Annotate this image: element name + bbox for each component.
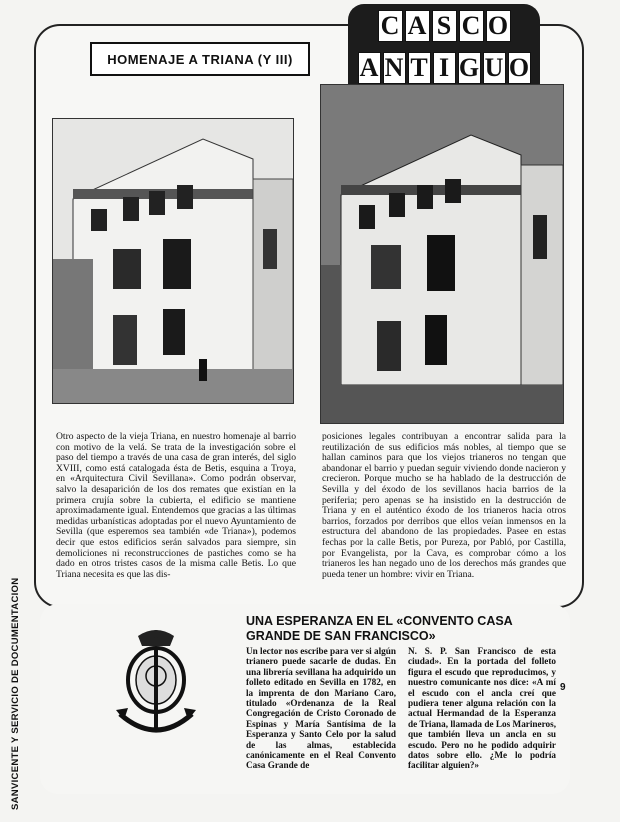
anchor-crest-icon [108,628,204,746]
masthead-line-1 [348,10,540,42]
masthead-letter: C [378,10,403,42]
masthead-letter: O [508,53,530,82]
page-number: 9 [560,682,566,693]
masthead-line-2 [348,52,540,84]
masthead-letter: C [459,10,484,42]
archive-side-label: SANVICENTE Y SERVICIO DE DOCUMENTACION [10,577,21,810]
lower-article-column-2: N. S. P. San Francisco de esta ciudad». En la portada del folleto figura el escudo que reproducimos, y nuestro comunicante nos dice: «A mí el escudo con el ancla creí que pudiera tener alguna relación con la actual Hermandad de la Esperanza de Triana, llamada de Los Marineros, que también lleva un ancla en su escudo. Pero no he podido adquirir datos sobre ello. ¿Me lo podría facilitar alguien?» [408,646,556,771]
article-column-1: Otro aspecto de la vieja Triana, en nuestro homenaje al barrio con motivo de la velá. Se trata de la investigación sobre el paso del tiempo a través de una casa de gran interés, del siglo XVIII, como está catalogada ésta de Betis, esquina a Troya, en «Arquitectura Civil Sevillana». Como podrán observar, salvo la desaparición de los dos remates que existían en la primera crujía sobre la cubierta, el edificio se mantiene aproximadamente igual. Entendemos que gracias a las últimas medidas urbanísticas adoptadas por el nuevo Ayuntamiento de Sevilla (que esperemos sea también «de Triana»), podemos decir que estos edificios serán salvados para siempre, sin demoliciones ni reconstrucciones de pastiches como se ha dado en otros tristes casos de la misma calle Betis. Lo que Triana necesita es que las dis- [56,431,296,580]
masthead-letter: S [432,10,457,42]
current-building-photo [320,84,564,424]
masthead-letter: I [433,52,456,84]
masthead-letter: T [408,52,431,84]
masthead-letter: N [383,52,406,84]
lower-article-title: UNA ESPERANZA EN EL «CONVENTO CASA GRANDE DE SAN FRANCISCO» [246,614,513,643]
masthead-letter: O [486,10,511,42]
masthead-letter: A [358,52,381,84]
old-building-photo [52,118,294,404]
masthead-letter: A [405,10,430,42]
masthead-letter: G [458,53,480,82]
lower-article-column-1: Un lector nos escribe para ver si algún trianero puede sacarle de dudas. En una librería sevillana ha adquirido un folleto editado en Sevilla en 1782, en la imprenta de don Mariano Caro, titulado «Ordenanza de la Real Congregación de Cristo Coronado de Espinas y María Santísima de la Esperanza y Santo Celo por la salud de las almas, establecida canónicamente en el Real Convento Casa Grande de [246,646,396,771]
article-column-2: posiciones legales contribuyan a encontrar salida para la reutilización de sus edificios más nobles, al tiempo que se hallan caminos para que los viejos trianeros no tengan que abandonar el barrio y puedan seguir viviendo donde nacieron y crecieron. Porque mucho se ha hablado de la destrucción de Sevilla y del éxodo de los sevillanos hacia barrios de la periferia; pero apenas se ha insistido en la destrucción de Triana y en el auténtico éxodo de los trianeros hacia otros barrios, forzados por derribos que ellos veían inmensos en la estructura del abandono de las propiedades. Pasee en estas fechas por la calle Betis, por Pureza, por Pabló, por Castilla, por Evangelista, por la Cava, es comprobar cómo a los trianeros les han negado uno de los derechos más grandes que pueda tener un hombre: vivir en Triana. [322,431,566,580]
masthead-letter: U [483,52,506,84]
section-header: HOMENAJE A TRIANA (Y III) [90,42,310,76]
